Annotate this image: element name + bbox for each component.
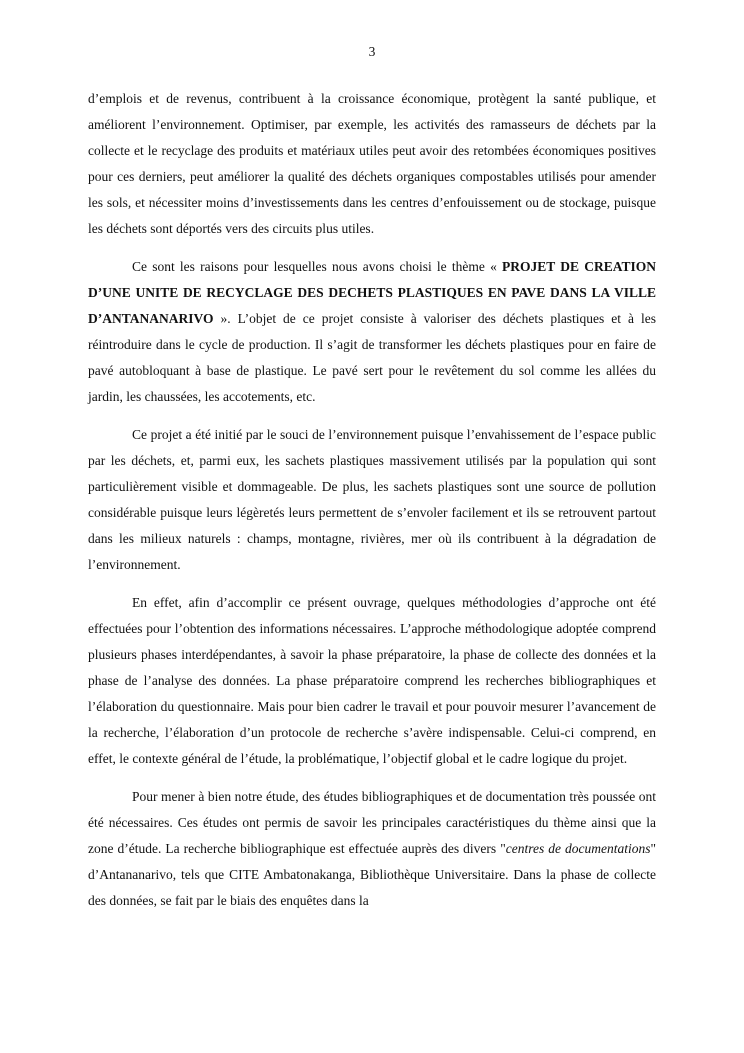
paragraph-2 bbox=[88, 254, 656, 410]
page-number: 3 bbox=[368, 44, 376, 59]
paragraph-2-intro: Ce sont les raisons pour lesquelles nous avons choisi le thème « bbox=[132, 259, 503, 274]
paragraph-5 bbox=[88, 784, 656, 914]
paragraph-1: d’emplois et de revenus, contribuent à la croissance économique, protègent la santé publique, et améliorent l’environnement. Optimiser, par exemple, les activités des ramasseurs de déchets par la collecte et le recyclage des produits et matériaux utiles peut avoir des retombées économiques positives pour ces derniers, peut améliorer la qualité des déchets organiques compostables utilisés pour amender les sols, et nécessiter moins d’investissements dans les centres d’enfouissement ou de stockage, puisque les déchets sont déportés vers des circuits plus utiles. bbox=[88, 91, 656, 236]
paragraph-4: En effet, afin d’accomplir ce présent ouvrage, quelques méthodologies d’approche ont été effectuées pour l’obtention des informations nécessaires. L’approche méthodologique adoptée comprend plusieurs phases interdépendantes, à savoir la phase préparatoire, la phase de collecte des données et la phase de l’analyse des données. La phase préparatoire comprend les recherches bibliographiques et l’élaboration du questionnaire. Mais pour bien cadrer le travail et pour pouvoir mesurer l’avancement de la recherche, l’élaboration d’un protocole de recherche s’avère indispensable. Celui-ci comprend, en effet, le contexte général de l’étude, la problématique, l’objectif global et le cadre logique du projet. bbox=[88, 595, 656, 766]
paragraph-2-rest: ». L’objet de ce projet consiste à valoriser des déchets plastiques et à les réintroduire dans le cycle de production. Il s’agit de transformer les déchets plastiques pour en faire de pavé autobloquant à base de plastique. Le pavé sert pour le revêtement du sol comme les allées du jardin, les chaussées, les accotements, etc. bbox=[88, 311, 656, 404]
paragraph-3: Ce projet a été initié par le souci de l’environnement puisque l’envahissement de l’espace public par les déchets, et, parmi eux, les sachets plastiques massivement utilisés par la population qui sont particulièrement visible et dommageable. De plus, les sachets plastiques sont une source de pollution considérable puisque leurs légèretés leurs permettent de s’envoler facilement et ils se retrouvent partout dans les milieux naturels : champs, montagne, rivières, mer où ils contribuent à la dégradation de l’environnement. bbox=[88, 427, 656, 572]
documentation-centres-term: centres de documentations bbox=[505, 841, 651, 856]
paragraph-5-before: Pour mener à bien notre étude, des études bibliographiques et de documentation très poussée ont été nécessaires. Ces études ont permis de savoir les principales caractéristiques du thème ainsi que la zone d’étude. La recherche bibliographique est effectuée auprès des divers " bbox=[88, 789, 656, 856]
document-body bbox=[88, 86, 656, 926]
paragraph-5-after: " d’Antananarivo, tels que CITE Ambatonakanga, Bibliothèque Universitaire. Dans la phase de collecte des données, se fait par le biais des enquêtes dans la bbox=[88, 841, 657, 908]
project-theme-title: PROJET DE CREATION D’UNE UNITE DE RECYCLAGE DES DECHETS PLASTIQUES EN PAVE DANS LA VILLE D’ANTANANARIVO bbox=[88, 259, 657, 326]
